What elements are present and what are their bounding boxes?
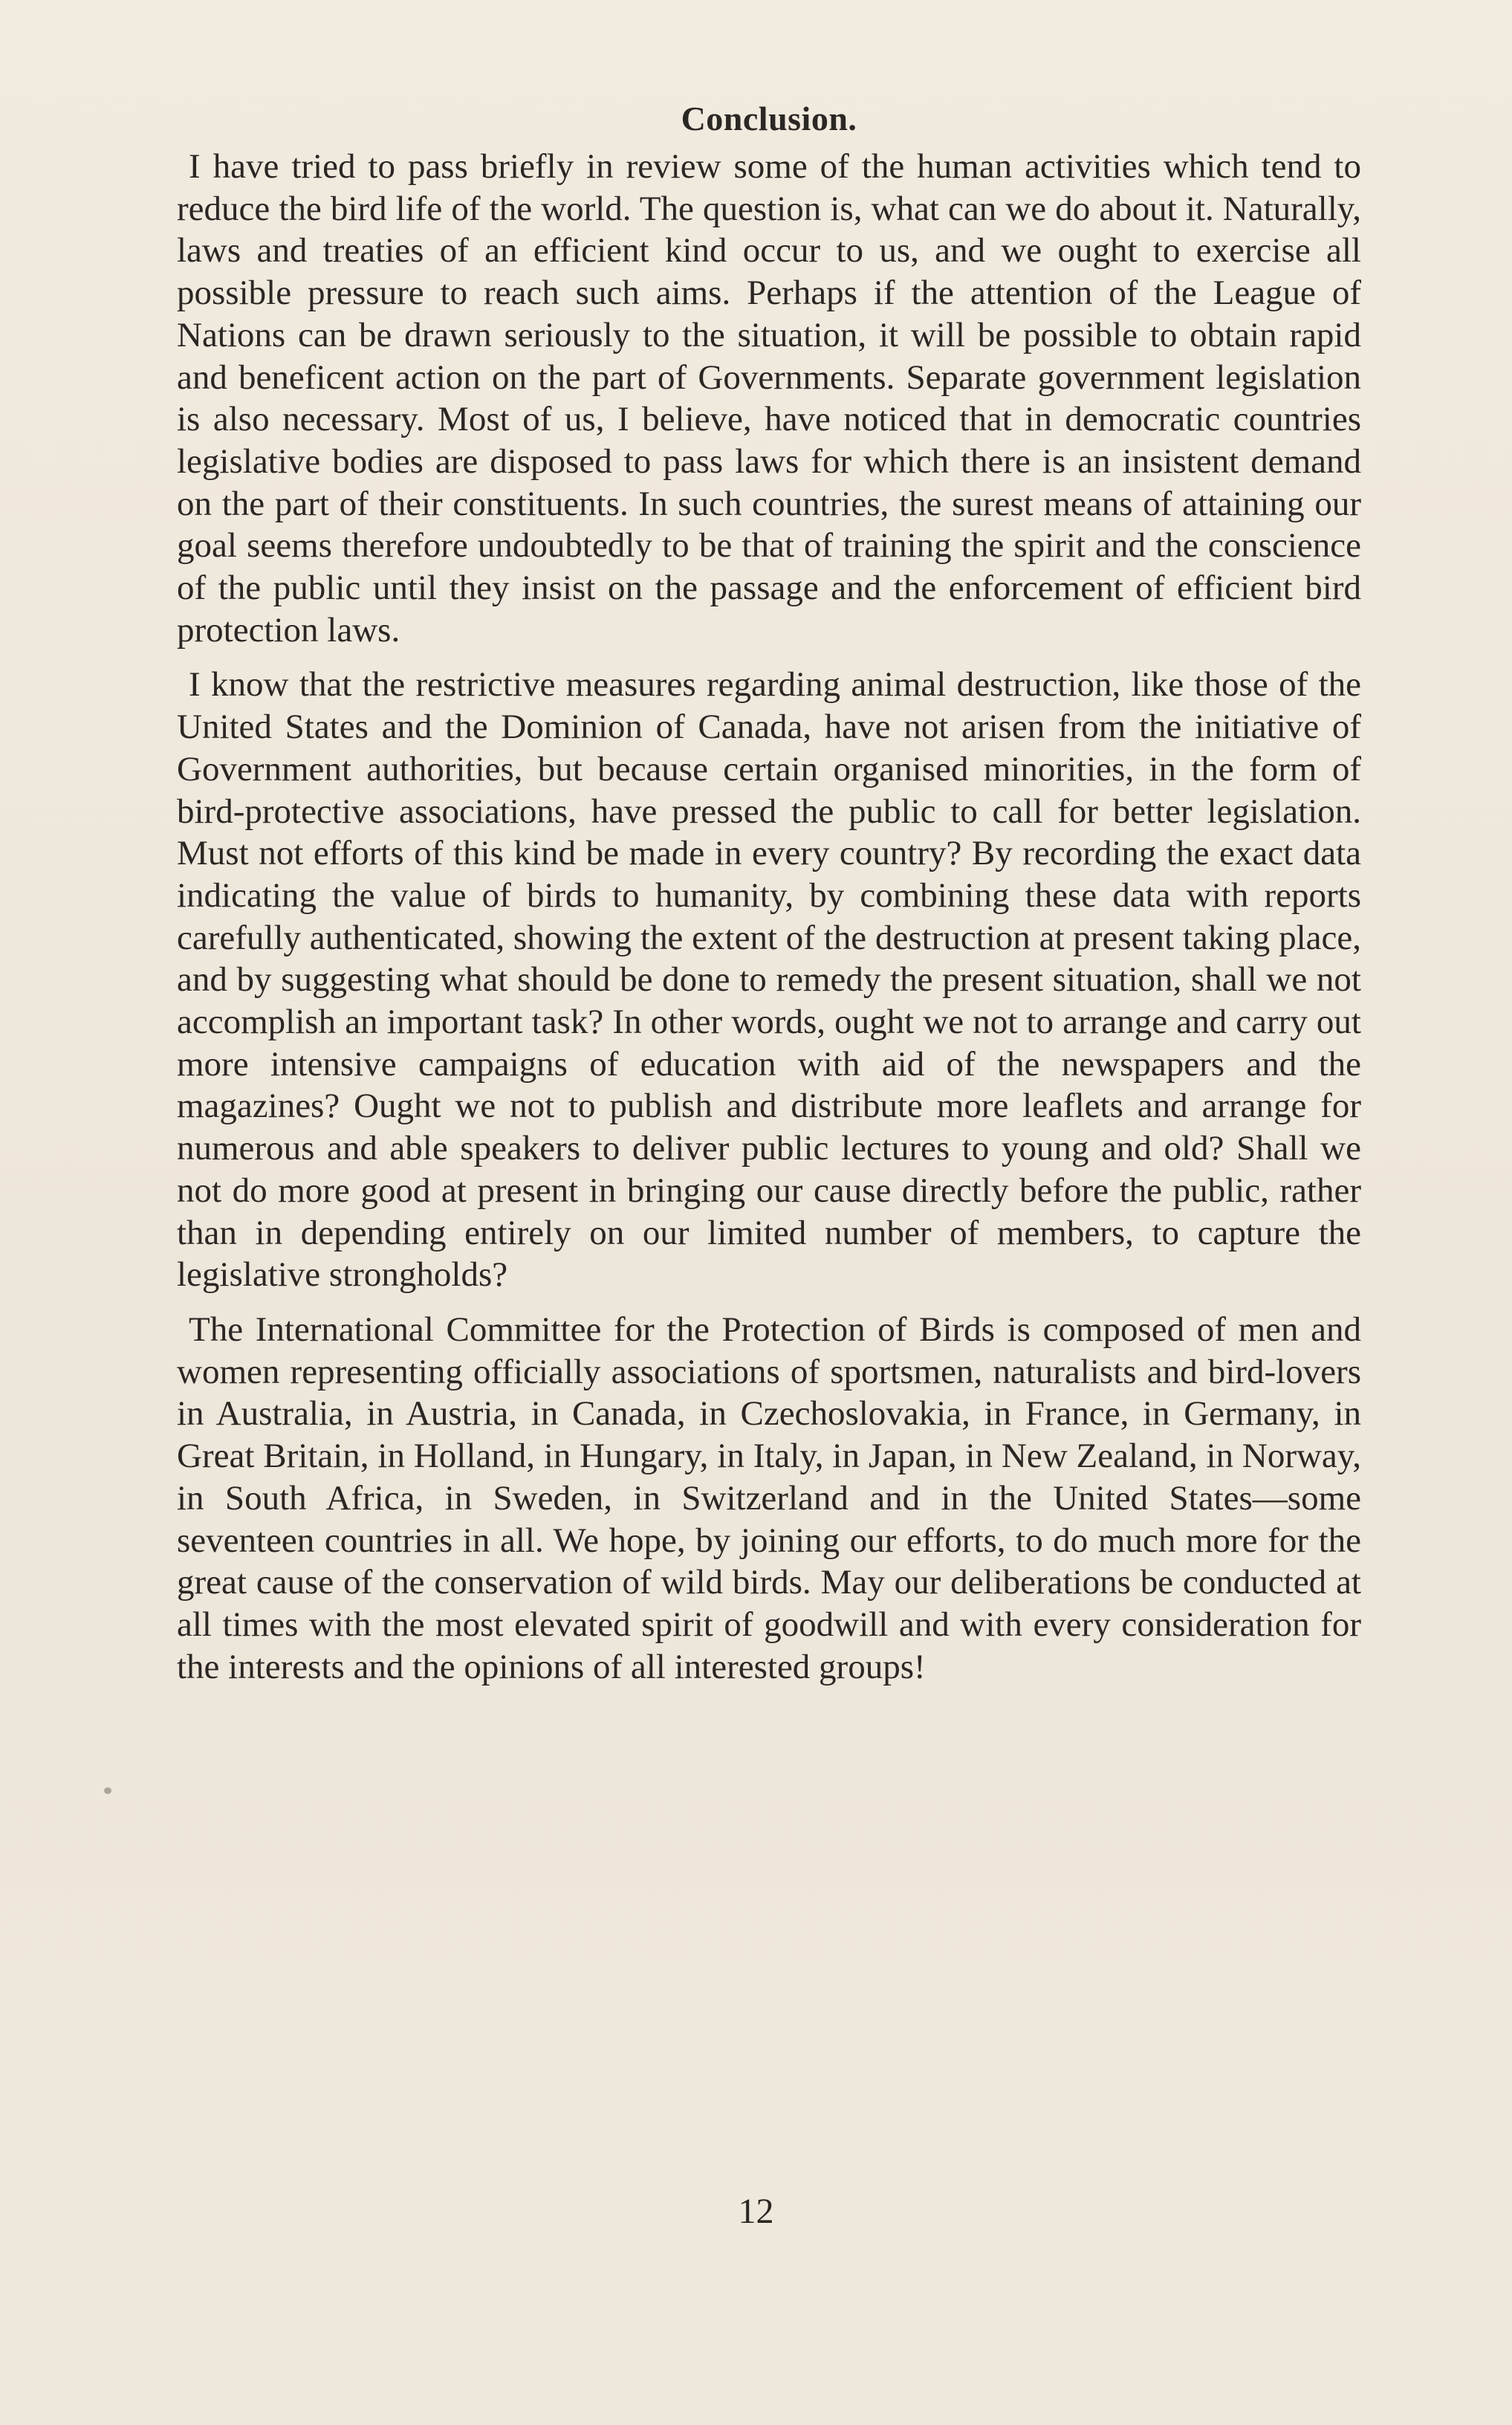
paragraph-3: The International Committee for the Protection of Birds is composed of men and women representing officially associations of sportsmen, naturalists and bird-lovers in Australia, in Austria, in Canada, in Czechoslovakia, in France, in Germany, in Great Britain, in Holland, in Hungary, in Italy, in Japan, in New Zealand, in Norway, in South Africa, in Sweden, in Switzerland and in the United States—some seventeen countries in all. We hope, by joining our efforts, to do much more for the great cause of the conservation of wild birds. May our deliberations be conducted at all times with the most elevated spirit of goodwill and with every consideration for the interests and the opinions of all interested groups! bbox=[177, 1309, 1361, 1686]
paragraph-2: I know that the restrictive measures regarding animal destruction, like those of the United States and the Dominion of Canada, have not arisen from the initiative of Government authorities, but because certain organised minorities, in the form of bird-protective associations, have pressed the public to call for better legislation. Must not efforts of this kind be made in every country? By recording the exact data indicating the value of birds to humanity, by combining these data with reports carefully authenticated, showing the extent of the destruction at present taking place, and by suggesting what should be done to remedy the present situation, shall we not accomplish an important task? In other words, ought we not to arrange and carry out more intensive campaigns of education with aid of the newspapers and the magazines? Ought we not to publish and distribute more leaflets and arrange for numerous and able speakers to deliver public lectures to young and old? Shall we not do more good at present in bringing our cause directly before the public, rather than in depending entirely on our limited number of members, to capture the legislative strongholds? bbox=[177, 665, 1361, 1295]
page-number: 12 bbox=[738, 2192, 774, 2231]
paragraph-1: I have tried to pass briefly in review some of the human activities which tend to reduce the bird life of the world. The question is, what can we do about it. Naturally, laws and treaties of an efficient kind occur to us, and we ought to exercise all possible pressure to reach such aims. Perhaps if the attention of the League of Nations can be drawn seriously to the situation, it will be possible to obtain rapid and beneficent action on the part of Governments. Separate government legislation is also necessary. Most of us, I believe, have noticed that in democratic countries legislative bodies are disposed to pass laws for which there is an insistent demand on the part of their constituents. In such countries, the surest means of attaining our goal seems therefore undoubtedly to be that of training the spirit and the conscience of the public until they insist on the passage and the enforcement of efficient bird protection laws. bbox=[177, 147, 1361, 650]
section-heading: Conclusion. bbox=[681, 100, 857, 137]
paper-speck bbox=[104, 1787, 111, 1794]
document-body bbox=[177, 95, 1361, 1688]
